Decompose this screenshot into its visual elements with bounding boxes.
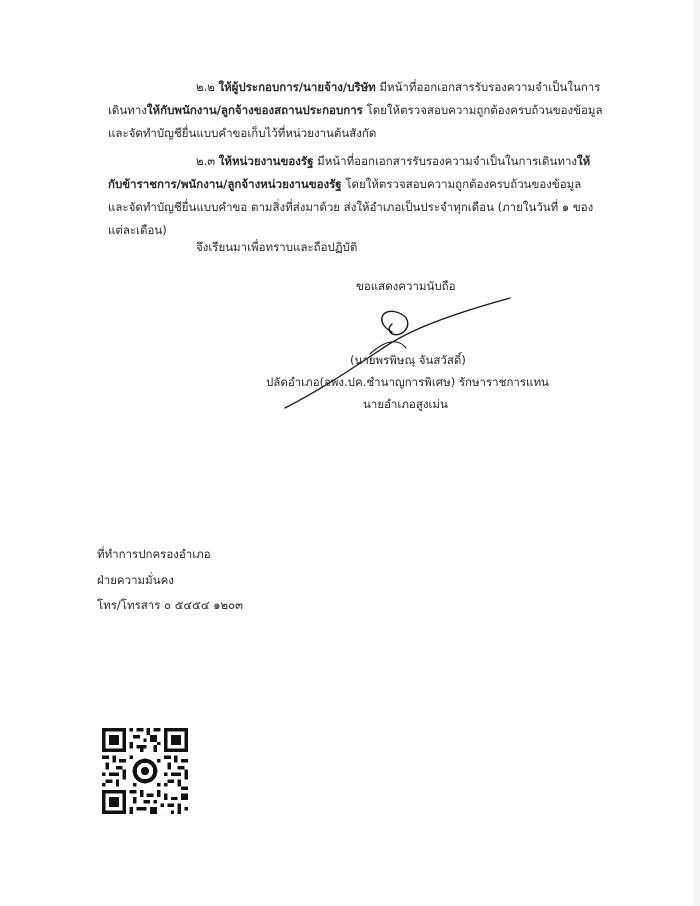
paragraph-2-2-text <box>108 76 604 145</box>
contact-office: ที่ทำการปกครองอำเภอ <box>97 547 211 561</box>
paragraph-text: มีหน้าที่ออกเอกสารรับรองความจำเป็นในการเดินทาง <box>317 154 578 168</box>
paragraph-text: โดยให้ตรวจสอบความถูกต้องครบถ้วนของข้อมูล และจัดทำบัญชียื่นแบบคำขอ ตามสิ่งที่ส่งมาด้วย ส่งให้อำเภอเป็นประจำทุกเดือน (ภายในวันที่ ๑ ของแต่ละเดือน) <box>108 177 594 237</box>
bold-phrase: ให้กับข้าราชการ/พนักงาน/ลูกจ้างหน่วยงานของรัฐ <box>108 154 591 191</box>
bold-phrase: ให้ผู้ประกอบการ/นายจ้าง/บริษัท <box>218 80 376 94</box>
paragraph-2-2 <box>108 76 604 145</box>
salutation: ขอแสดงความนับถือ <box>356 279 456 293</box>
bold-phrase: ให้หน่วยงานของรัฐ <box>218 154 314 168</box>
signer-position: ปลัดอำเภอ(จพง.ปค.ชำนาญการพิเศษ) รักษาราชการแทน <box>266 375 549 389</box>
paragraph-number: ๒.๒ <box>196 80 215 94</box>
contact-section: ฝ่ายความมั่นคง <box>97 573 174 587</box>
paragraph-2-3-text <box>108 150 604 242</box>
paragraph-text: มีหน้าที่ออกเอกสารรับรองความจำเป็นในการเดินทาง <box>108 80 601 117</box>
closing-line: จึงเรียนมาเพื่อทราบและถือปฏิบัติ <box>196 240 358 254</box>
paragraph-2-3 <box>108 150 604 242</box>
scan-shadow-edge <box>692 0 700 906</box>
paragraph-text: โดยให้ตรวจสอบความถูกต้องครบถ้วนของข้อมูล และจัดทำบัญชียื่นแบบคำขอเก็บไว้ที่หน่วยงานต้นสังกัด <box>108 103 603 140</box>
contact-phone: โทร/โทรสาร ๐ ๕๔๕๔ ๑๒๐๓ <box>97 598 243 612</box>
qr-code-icon <box>102 728 188 814</box>
paragraph-number: ๒.๓ <box>196 154 216 168</box>
bold-phrase: ให้กับพนักงาน/ลูกจ้างของสถานประกอบการ <box>146 103 363 117</box>
signer-office: นายอำเภอสูงเม่น <box>363 397 448 411</box>
signer-name: (นายพรพิษณุ จันสวัสดิ์) <box>350 353 466 367</box>
